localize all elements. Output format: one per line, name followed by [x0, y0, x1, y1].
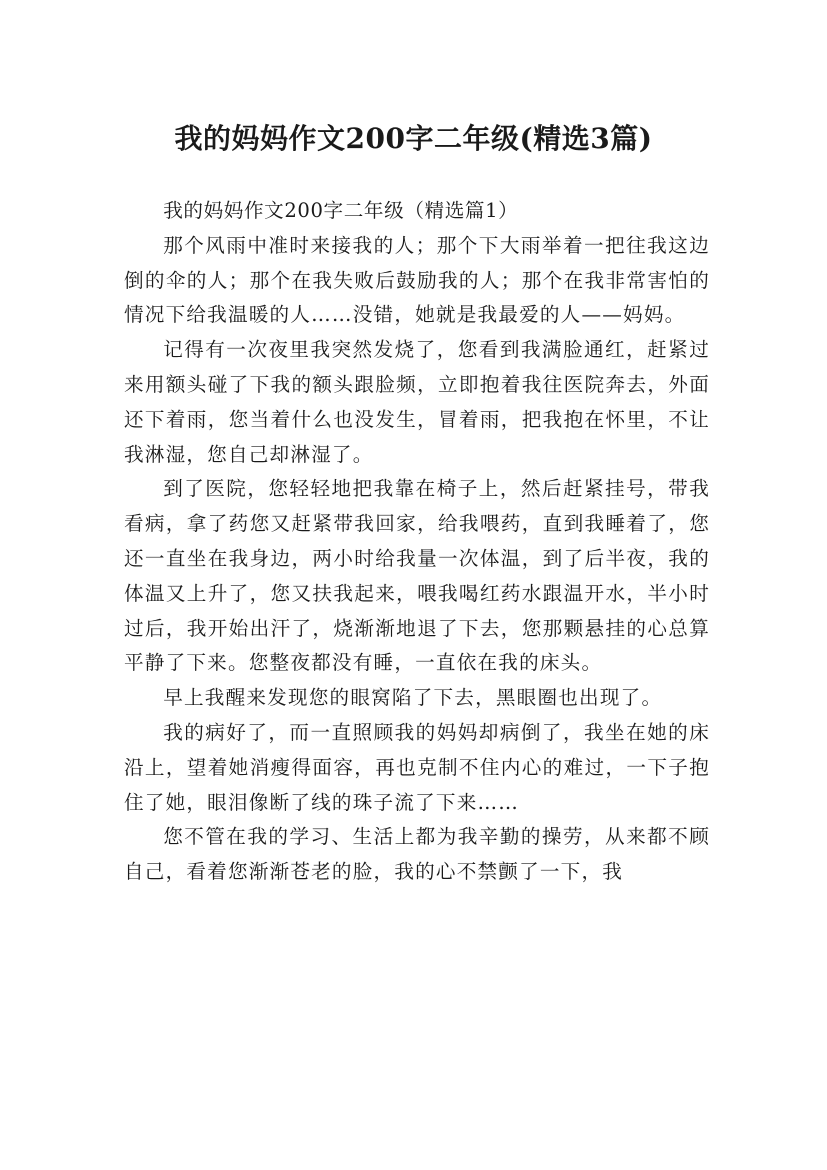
section-heading: 我的妈妈作文200字二年级（精选篇1）: [163, 199, 519, 222]
paragraph-4: 早上我醒来发现您的眼窝陷了下去，黑眼圈也出现了。: [163, 686, 663, 710]
paragraph-2: 记得有一次夜里我突然发烧了，您看到我满脸通红，赶紧过来用额头碰了下我的额头跟脸频，立即抱着我往医院奔去，外面还下着雨，您当着什么也没发生，冒着雨，把我抱在怀里，不让我淋湿，您自己却淋湿了。: [124, 338, 710, 466]
essay-body: [124, 194, 710, 890]
document-title: 我的妈妈作文200字二年级(精选3篇): [174, 121, 653, 155]
paragraph-3: 到了医院，您轻轻地把我靠在椅子上，然后赶紧挂号，带我看病，拿了药您又赶紧带我回家，给我喂药，直到我睡着了，您还一直坐在我身边，两小时给我量一次体温，到了后半夜，我的体温又上升了，您又扶我起来，喂我喝红药水跟温开水，半小时过后，我开始出汗了，烧渐渐地退了下去，您那颗悬挂的心总算平静了下来。您整夜都没有睡，一直依在我的床头。: [124, 477, 710, 675]
paragraph-5: 我的病好了，而一直照顾我的妈妈却病倒了，我坐在她的床沿上，望着她消瘦得面容，再也克制不住内心的难过，一下子抱住了她，眼泪像断了线的珠子流了下来……: [124, 720, 710, 814]
paragraph-1: 那个风雨中准时来接我的人；那个下大雨举着一把往我这边倒的伞的人；那个在我失败后鼓励我的人；那个在我非常害怕的情况下给我温暖的人……没错，她就是我最爱的人——妈妈。: [124, 233, 710, 327]
paragraph-6: 您不管在我的学习、生活上都为我辛勤的操劳，从来都不顾自己，看着您渐渐苍老的脸，我的心不禁颤了一下，我: [124, 825, 710, 884]
